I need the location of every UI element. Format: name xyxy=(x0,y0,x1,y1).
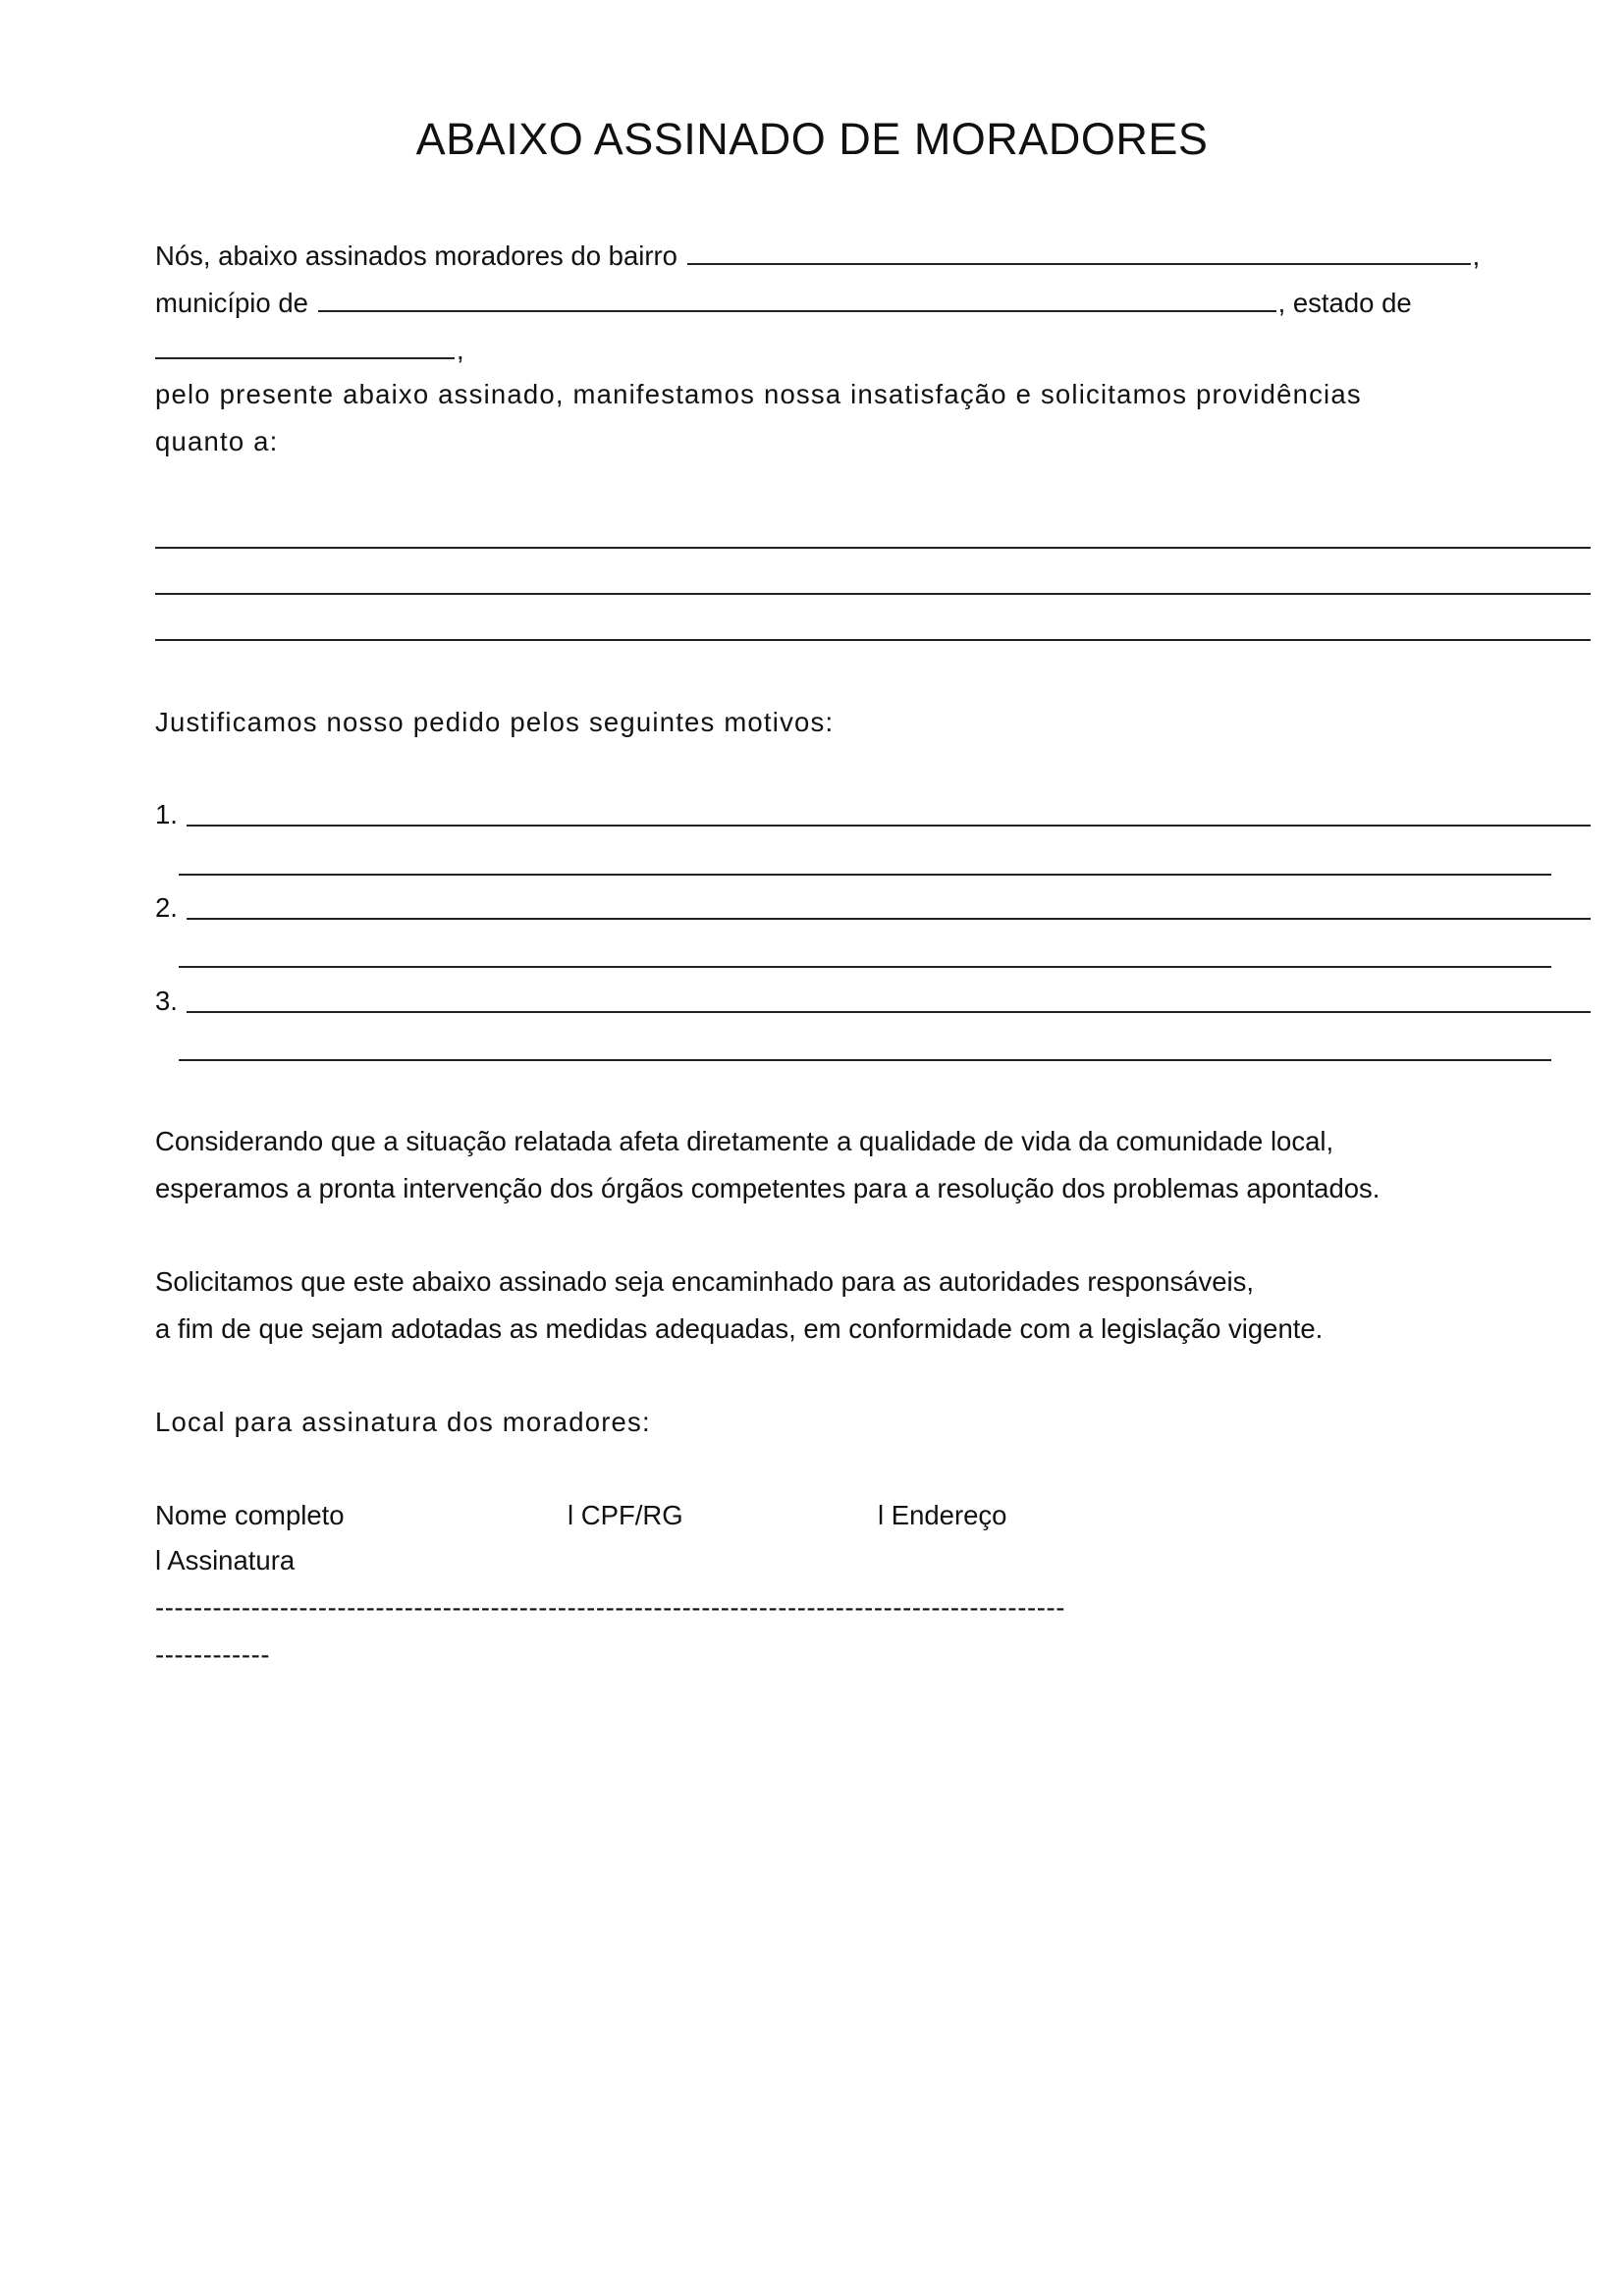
manifest-line-1: pelo presente abaixo assinado, manifestamos nossa insatisfação e solicitamos providências xyxy=(155,379,1362,409)
document-title: ABAIXO ASSINADO DE MORADORES xyxy=(415,114,1209,164)
motive-3-line-a[interactable] xyxy=(187,1011,1591,1013)
dash-separator-1: ----------------------------------------------------------------------------------------------- xyxy=(155,1592,1065,1623)
considering-line-1: Considerando que a situação relatada afeta diretamente a qualidade de vida da comunidade local, xyxy=(155,1126,1334,1156)
motive-2-line-a[interactable] xyxy=(187,918,1591,920)
request-blank-line-1[interactable] xyxy=(155,547,1591,549)
motive-1-line-a[interactable] xyxy=(187,825,1591,827)
column-address-header: l Endereço xyxy=(878,1500,1007,1530)
motive-3-number: 3. xyxy=(155,986,178,1016)
estado-label: , estado de xyxy=(1277,288,1412,318)
column-cpf-header: l CPF/RG xyxy=(568,1500,683,1530)
municipio-field[interactable] xyxy=(318,281,1276,312)
dash-separator-2: ------------ xyxy=(155,1639,271,1670)
motive-3-line-b[interactable] xyxy=(179,1059,1551,1061)
justification-heading: Justificamos nosso pedido pelos seguintes motivos: xyxy=(155,707,835,737)
manifest-line-2: quanto a: xyxy=(155,426,279,456)
bairro-prefix: Nós, abaixo assinados moradores do bairro xyxy=(155,240,677,271)
motive-1-number: 1. xyxy=(155,799,178,829)
column-name-header: Nome completo xyxy=(155,1500,345,1530)
signature-heading: Local para assinatura dos moradores: xyxy=(155,1407,651,1437)
considering-line-2: esperamos a pronta intervenção dos órgãos competentes para a resolução dos problemas apontados. xyxy=(155,1173,1380,1203)
estado-line xyxy=(155,328,464,370)
request-blank-line-3[interactable] xyxy=(155,639,1591,641)
bairro-line xyxy=(155,234,1480,276)
motive-2-number: 2. xyxy=(155,892,178,923)
municipio-prefix: município de xyxy=(155,288,308,318)
request-blank-line-2[interactable] xyxy=(155,593,1591,595)
bairro-comma: , xyxy=(1472,240,1481,271)
estado-field[interactable] xyxy=(155,328,455,359)
municipio-line xyxy=(155,281,1412,323)
request-line-1: Solicitamos que este abaixo assinado seja encaminhado para as autoridades responsáveis, xyxy=(155,1266,1255,1297)
motive-1-line-b[interactable] xyxy=(179,874,1551,876)
request-line-2: a fim de que sejam adotadas as medidas adequadas, em conformidade com a legislação vigente. xyxy=(155,1313,1324,1344)
column-signature-header: l Assinatura xyxy=(155,1545,296,1575)
motive-2-line-b[interactable] xyxy=(179,966,1551,968)
estado-comma: , xyxy=(457,335,464,365)
bairro-field[interactable] xyxy=(687,234,1471,265)
